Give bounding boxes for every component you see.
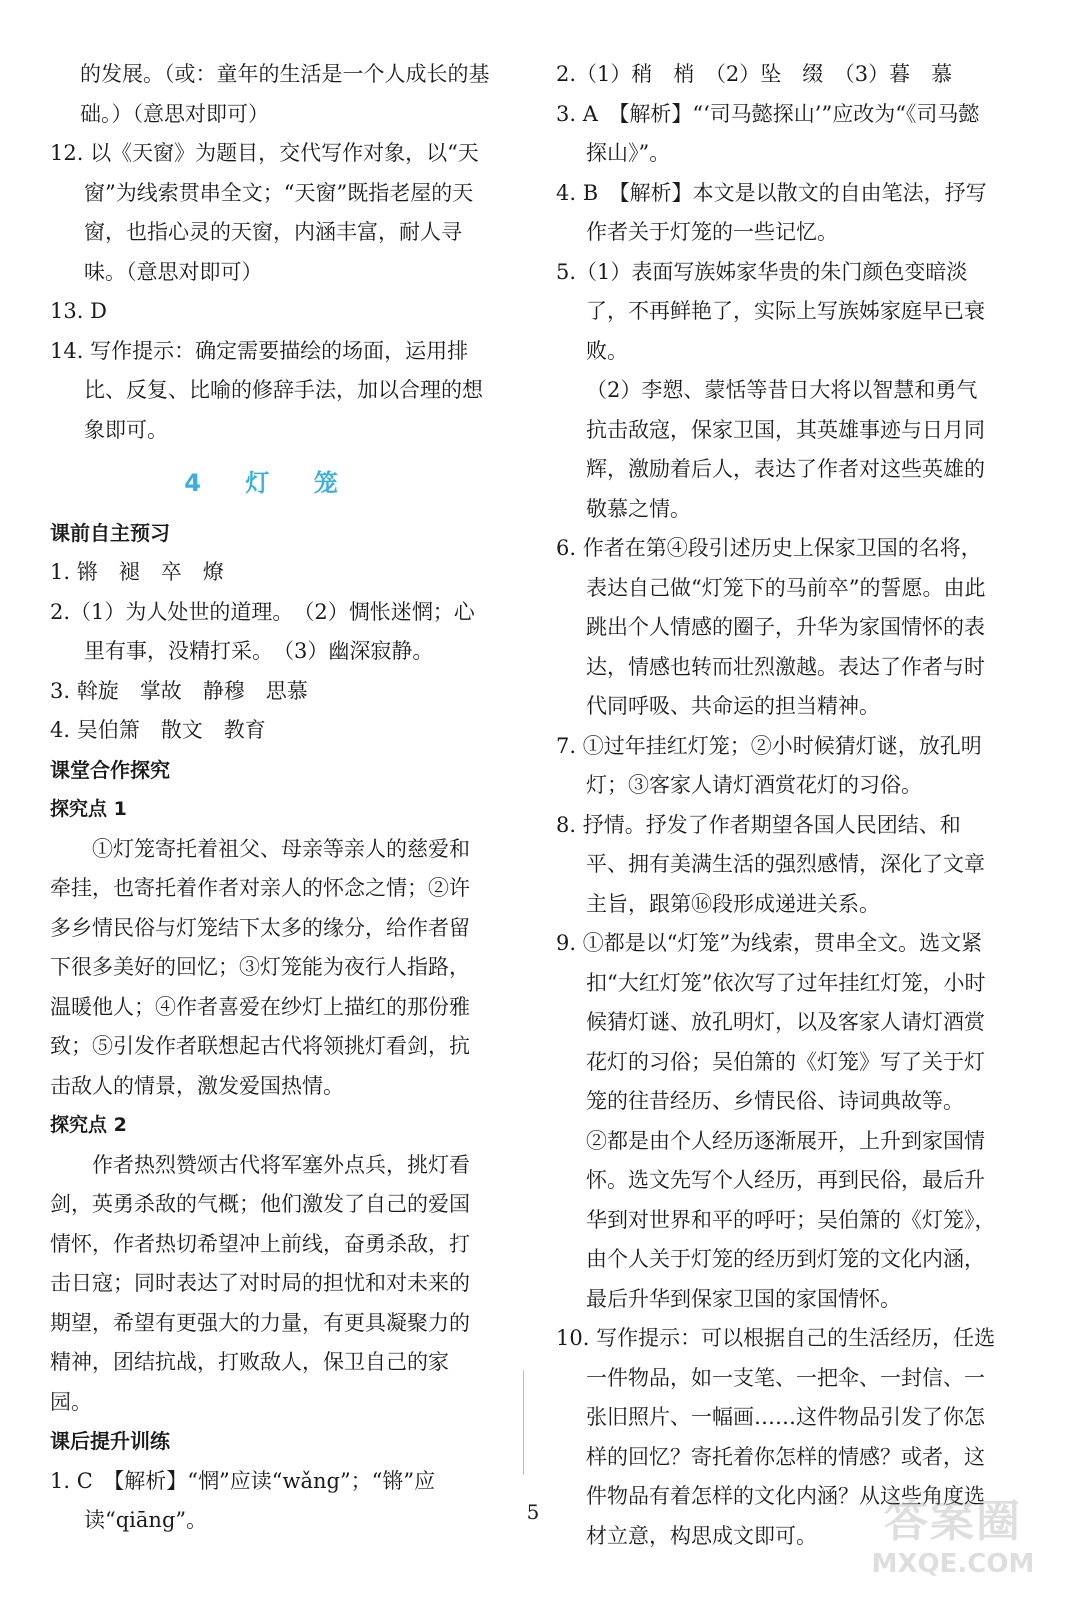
answer-item-3: 3. A 【解析】“‘司马懿探山’”应改为“《司马懿探山》”。 [556, 101, 980, 165]
answer-item-2: 2.（1）稍 梢 （2）坠 缀 （3）暮 慕 [556, 62, 953, 86]
explore-point-1-heading: 探究点 1 [50, 798, 127, 820]
after-class-heading: 课后提升训练 [50, 1429, 170, 1453]
answer-item-12: 12. 以《天窗》为题目，交代写作对象，以“天窗”为线索贯串全文；“天窗”既指老屋的天窗，也指心灵的天窗，内涵丰富，耐人寻味。（意思对即可） [50, 141, 479, 284]
answer-item-5-2: （2）李愬、蒙恬等昔日大将以智慧和勇气抗击敌寇，保家卫国，其英雄事迹与日月同辉，激励着后人，表达了作者对这些英雄的敬慕之情。 [586, 378, 985, 521]
left-column [50, 55, 490, 1541]
explore-point-2-text: 作者热烈赞颂古代将军塞外点兵，挑灯看剑，英勇杀敌的气概；他们激发了自己的爱国情怀，作者热切希望冲上前线，奋勇杀敌，打击日寇；同时表达了对时局的担忧和对未来的期望，希望有更强大的力量，有更具凝聚力的精神，团结抗战，打败敌人，保卫自己的家园。 [50, 1152, 470, 1414]
explore-heading: 课堂合作探究 [50, 757, 170, 782]
answer-item-10: 10. 写作提示：可以根据自己的生活经历，任选一件物品，如一支笔、一把伞、一封信、一张旧照片、一幅画……这件物品引发了你怎样的回忆？寄托着你怎样的情感？或者，这件物品有着怎样的文化内涵？从这些角度选材立意，构思成文即可。 [556, 1326, 996, 1548]
answer-item-9-2: ②都是由个人经历逐渐展开，上升到家国情怀。选文先写个人经历，再到民俗，最后升华到对世界和平的呼吁；吴伯箫的《灯笼》，由个人关于灯笼的经历到灯笼的文化内涵，最后升华到保家卫国的家国情怀。 [586, 1128, 996, 1311]
preview-item-1: 1. 锵 褪 卒 燎 [50, 560, 224, 584]
explore-point-2-heading: 探究点 2 [50, 1114, 127, 1136]
answer-item-5-1: 5.（1）表面写族姊家华贵的朱门颜色变暗淡了，不再鲜艳了，实际上写族姊家庭早已衰败。 [556, 259, 985, 363]
preview-heading: 课前自主预习 [50, 520, 170, 545]
intro-text: 的发展。（或：童年的生活是一个人成长的基础。）（意思对即可） [80, 62, 490, 126]
preview-item-4: 4. 吴伯箫 散文 教育 [50, 718, 266, 742]
watermark-logo [858, 1495, 1048, 1590]
page-number: 5 [526, 1500, 540, 1524]
answer-item-13: 13. D [50, 299, 107, 323]
after-class-item-1: 1. C 【解析】“惘”应读“wǎng”；“锵”应读“qiāng”。 [50, 1468, 436, 1532]
preview-item-2: 2.（1）为人处世的道理。 （2）惆怅迷惘；心里有事，没精打采。 （3）幽深寂静。 [50, 599, 475, 663]
explore-point-1-text: ①灯笼寄托着祖父、母亲等亲人的慈爱和牵挂，也寄托着作者对亲人的怀念之情；②许多乡情民俗与灯笼结下太多的缘分，给作者留下很多美好的回忆；③灯笼能为夜行人指路，温暖他人；④作者喜爱在纱灯上描红的那份雅致；⑤引发作者联想起古代将领挑灯看剑，抗击敌人的情景，激发爱国热情。 [50, 836, 470, 1098]
watermark-logo-text: 答案圈 [884, 1496, 1022, 1547]
answer-item-8: 8. 抒情。抒发了作者期望各国人民团结、和平、拥有美满生活的强烈感情，深化了文章主旨，跟第⑯段形成递进关系。 [556, 812, 985, 916]
right-column [556, 55, 996, 1556]
answer-item-14: 14. 写作提示：确定需要描绘的场面，运用排比、反复、比喻的修辞手法，加以合理的想象即可。 [50, 338, 483, 442]
preview-item-3: 3. 斡旋 掌故 静穆 思慕 [50, 678, 308, 703]
answer-item-6: 6. 作者在第④段引述历史上保家卫国的名将，表达自己做“灯笼下的马前卒”的誓愿。由此跳出个人情感的圈子，升华为家国情怀的表达，情感也转而壮烈激越。表达了作者与时代同呼吸、共命运的担当精神。 [556, 536, 986, 718]
answer-item-4: 4. B 【解析】本文是以散文的自由笔法，抒写作者关于灯笼的一些记忆。 [556, 180, 987, 244]
column-divider [523, 1370, 524, 1475]
lesson-title: 4 灯 笼 [184, 469, 356, 497]
answer-item-9-1: 9. ①都是以“灯笼”为线索，贯串全文。选文紧扣“大红灯笼”依次写了过年挂红灯笼，小时候猜灯谜、放孔明灯，以及客家人请灯酒赏花灯的习俗；吴伯箫的《灯笼》写了关于灯笼的往昔经历、乡情民俗、诗词典故等。 [556, 931, 986, 1113]
answer-item-7: 7. ①过年挂红灯笼；②小时候猜灯谜，放孔明灯；③客家人请灯酒赏花灯的习俗。 [556, 733, 982, 797]
watermark-url: MXQE.COM [871, 1549, 1035, 1579]
